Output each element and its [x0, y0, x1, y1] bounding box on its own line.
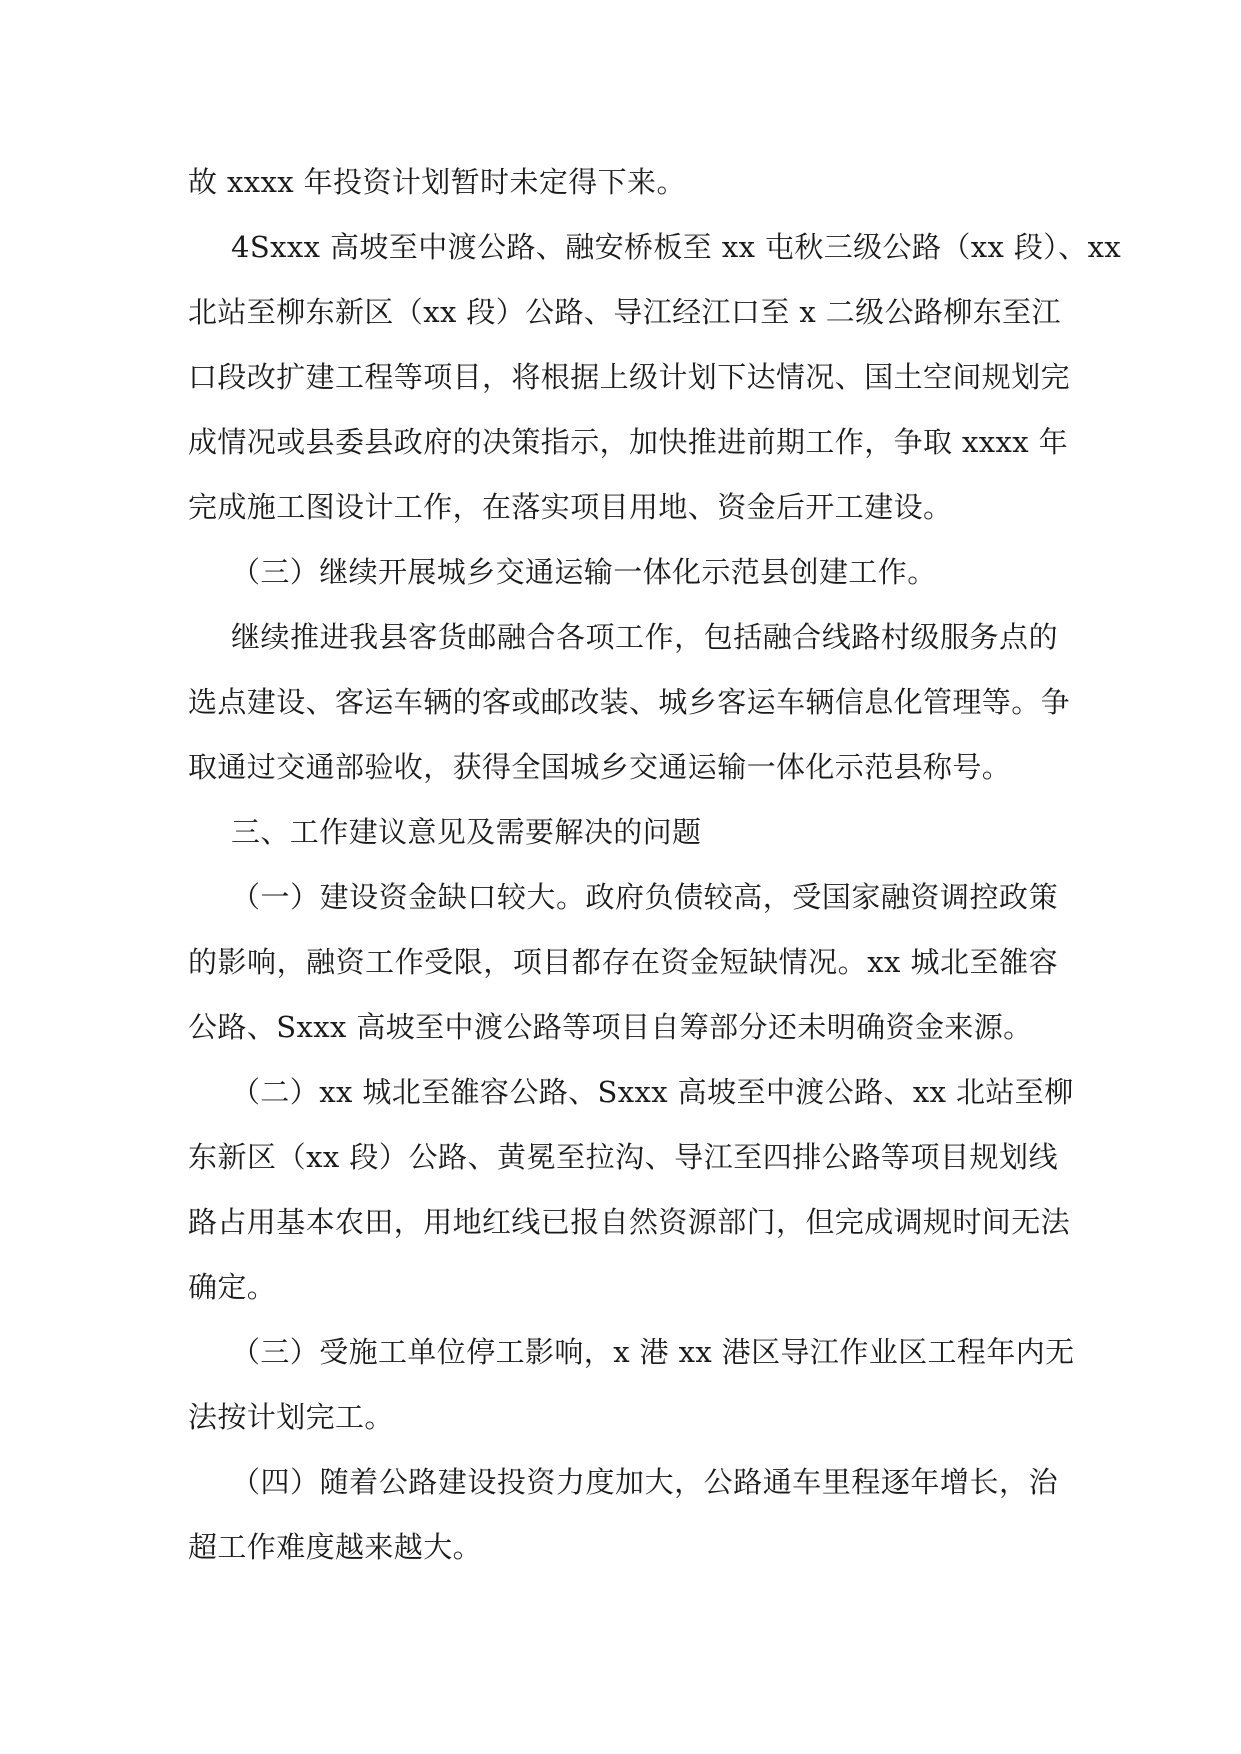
paragraph-line: 口段改扩建工程等项目，将根据上级计划下达情况、国土空间规划完: [188, 360, 1071, 394]
paragraph: [188, 605, 1071, 800]
paragraph-line: 超工作难度越来越大。: [188, 1530, 483, 1564]
paragraph: [188, 1320, 1075, 1450]
paragraph-line: 东新区（xx 段）公路、黄冕至拉沟、导江至四排公路等项目规划线: [188, 1140, 1058, 1174]
paragraph-line: 取通过交通部验收，获得全国城乡交通运输一体化示范县称号。: [188, 750, 1012, 784]
paragraph: [188, 215, 1122, 540]
paragraph: [188, 1060, 1074, 1320]
paragraph-line: （二）xx 城北至雒容公路、Sxxx 高坡至中渡公路、xx 北站至柳: [231, 1075, 1074, 1109]
paragraph-line: （四）随着公路建设投资力度加大，公路通车里程逐年增长，治: [231, 1465, 1058, 1499]
paragraph-line: 公路、Sxxx 高坡至中渡公路等项目自筹部分还未明确资金来源。: [188, 1010, 1033, 1044]
paragraph-line: （一）建设资金缺口较大。政府负债较高，受国家融资调控政策: [231, 880, 1058, 914]
paragraph-line: （三）受施工单位停工影响，x 港 xx 港区导江作业区工程年内无: [231, 1335, 1075, 1369]
paragraph-line: 法按计划完工。: [188, 1400, 394, 1434]
paragraph-line: 确定。: [188, 1270, 277, 1304]
paragraph-line: 的影响，融资工作受限，项目都存在资金短缺情况。xx 城北至雒容: [188, 945, 1058, 979]
paragraph: [188, 1450, 1058, 1580]
paragraph-line: 路占用基本农田，用地红线已报自然资源部门，但完成调规时间无法: [188, 1205, 1071, 1239]
paragraph-line: 三、工作建议意见及需要解决的问题: [231, 815, 702, 849]
paragraph: [188, 540, 1058, 605]
paragraph-line: 4Sxxx 高坡至中渡公路、融安桥板至 xx 屯秋三级公路（xx 段）、xx: [231, 230, 1122, 264]
paragraph-line: 继续推进我县客货邮融合各项工作，包括融合线路村级服务点的: [231, 620, 1058, 654]
paragraph-line: 选点建设、客运车辆的客或邮改装、城乡客运车辆信息化管理等。争: [188, 685, 1071, 719]
paragraph-line: （三）继续开展城乡交通运输一体化示范县创建工作。: [231, 555, 937, 589]
paragraph: [188, 150, 1058, 215]
document-body: [188, 150, 1122, 1580]
paragraph: [188, 800, 1058, 865]
paragraph: [188, 865, 1058, 1060]
paragraph-line: 成情况或县委县政府的决策指示，加快推进前期工作，争取 xxxx 年: [188, 425, 1069, 459]
paragraph-line: 北站至柳东新区（xx 段）公路、导江经江口至 x 二级公路柳东至江: [188, 295, 1061, 329]
paragraph-line: 完成施工图设计工作，在落实项目用地、资金后开工建设。: [188, 490, 953, 524]
paragraph-line: 故 xxxx 年投资计划暂时未定得下来。: [188, 165, 686, 199]
